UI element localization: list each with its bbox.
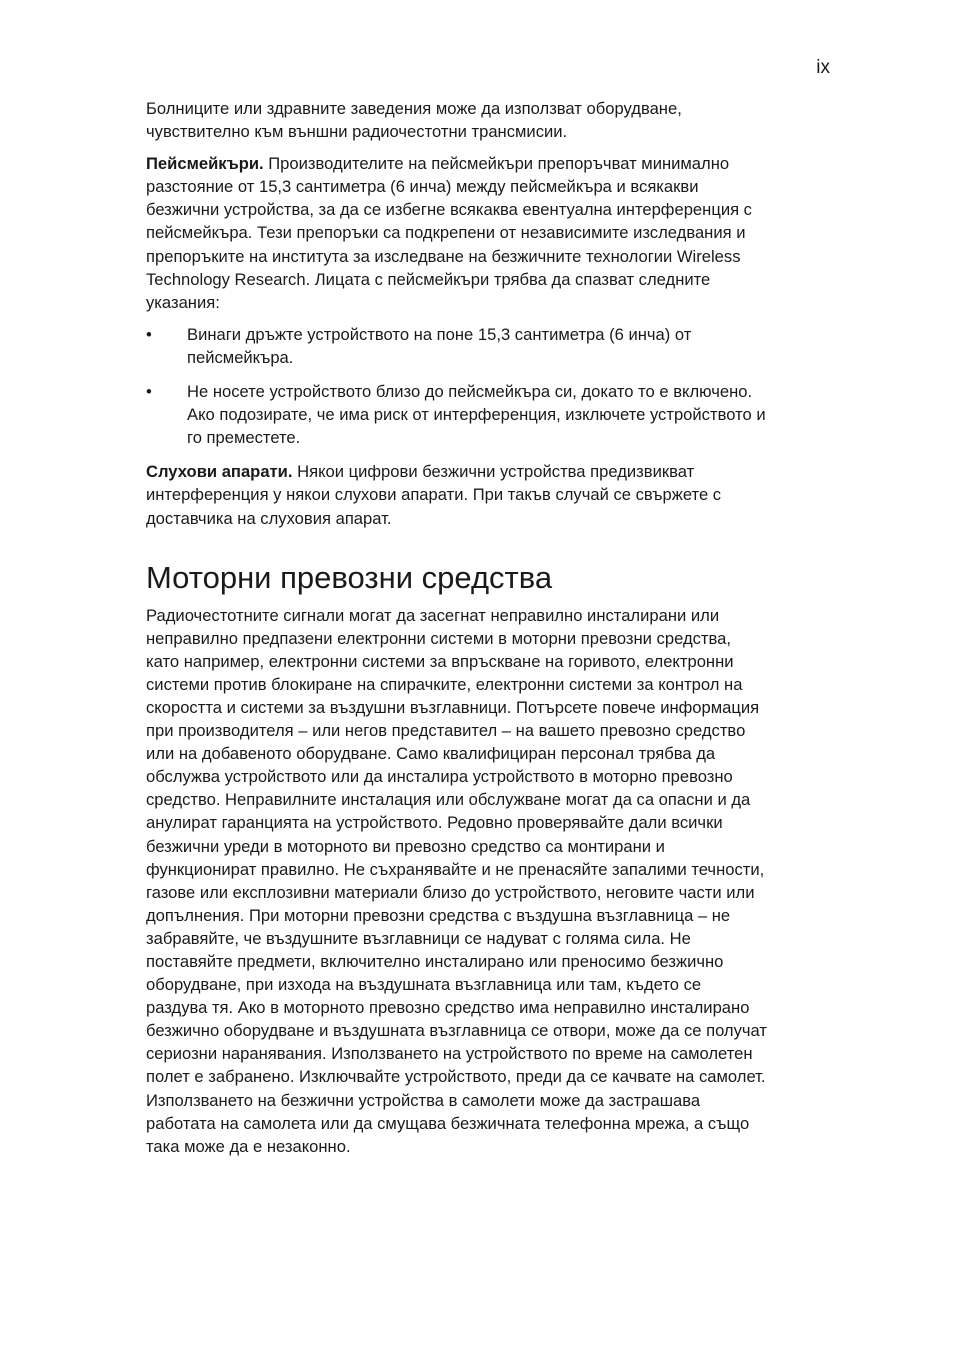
text-line: пейсмейкъра. [187,347,294,367]
list-item [146,323,836,369]
text-line: раздува тя. Ако в моторното превозно средство има неправилно инсталирано [146,998,750,1018]
text-line: работата на самолета или да смущава безжичната телефонна мрежа, а също [146,1113,750,1133]
text-line: чувствително към външни радиочестотни трансмисии. [146,122,568,142]
page-content [146,97,836,1167]
text-line: безжични устройства, за да се избегне всякаква евентуална интерференция с [146,200,752,220]
hearing-aids-lead: Слухови апарати. [146,462,293,482]
list-item [146,380,836,449]
page-number: ix [816,57,830,78]
text-line: при производителя – или негов представител – на вашето превозно средство [146,721,746,741]
text-line: допълнения. При моторни превозни средства с въздушна възглавница – не [146,905,731,925]
text-line: интерференция у някои слухови апарати. При такъв случай се свържете с [146,485,722,505]
text-line: средство. Неправилните инсталация или обслужване могат да са опасни и да [146,790,751,810]
text-line: така може да е незаконно. [146,1136,351,1156]
pacemaker-guidelines-list [146,323,836,449]
text-line: поставяйте предмети, включително инсталирано или преносимо безжично [146,952,724,971]
hearing-aids-paragraph [146,460,836,529]
text-line: забравяйте, че въздушните възглавници се надуват с голяма сила. Не [146,928,691,948]
text-line: го преместете. [187,428,301,448]
text-line: безжични уреди в моторното ви превозно средство са монтирани и [146,836,665,856]
text-line: Използването на безжични устройства в самолети може да застрашава [146,1090,701,1110]
text-line: обслужва устройството или да инсталира устройството в моторно превозно [146,767,733,787]
text-line: или на добавеното оборудване. Само квалифициран персонал трябва да [146,744,716,764]
text-line: системи против блокиране на спирачките, електронни системи за контрол на [146,674,743,694]
hearing-aids-first-line: Някои цифрови безжични устройства предизвикват [292,462,695,482]
intro-paragraph [146,97,836,143]
vehicles-paragraph [146,604,836,1158]
text-line [146,152,836,175]
section-heading: Моторни превозни средства [146,559,553,595]
text-line: Не носете устройството близо до пейсмейкъра си, докато то е включено. [187,382,753,402]
text-line: газове или експлозивни материали близо до устройството, неговите части или [146,882,755,902]
text-line: полет е забранено. Изключвайте устройството, преди да се качвате на самолет. [146,1067,766,1087]
text-line: Technology Research. Лицата с пейсмейкъри трябва да спазват следните [146,269,711,289]
bullet-icon: • [146,382,152,402]
text-line: Ако подозирате, че има риск от интерференция, изключете устройството и [187,405,766,425]
pacemakers-paragraph [146,152,836,314]
pacemakers-first-line: Производителите на пейсмейкъри препоръчват минимално [263,154,730,174]
text-line: като например, електронни системи за впръскване на горивото, електронни [146,651,734,671]
pacemakers-lead: Пейсмейкъри. [146,154,264,174]
text-line: анулират гаранцията на устройството. Редовно проверявайте дали всички [146,813,723,833]
text-line: неправилно предпазени електронни системи в моторни превозни средства, [146,628,731,648]
text-line: скоростта и системи за въздушни възглавници. Потърсете повече информация [146,697,760,717]
text-line: Винаги дръжте устройството на поне 15,3 сантиметра (6 инча) от [187,324,692,344]
text-line: указания: [146,292,220,312]
text-line: функционират правилно. Не съхранявайте и не пренасяйте запалими течности, [146,859,765,879]
text-line [146,460,836,483]
text-line: препоръките на института за изследване на безжичните технологии Wireless [146,246,741,266]
text-line: безжично оборудване и въздушната възглавница се отвори, може да се получат [146,1021,768,1041]
bullet-icon: • [146,324,152,344]
text-line: доставчика на слуховия апарат. [146,508,392,528]
text-line: сериозни наранявания. Използването на устройството по време на самолетен [146,1044,753,1064]
text-line: оборудване, при изхода на въздушната възглавница или там, където се [146,975,702,995]
text-line: Радиочестотните сигнали могат да засегнат неправилно инсталирани или [146,605,720,625]
text-line: пейсмейкъра. Тези препоръки са подкрепени от независимите изследвания и [146,223,746,243]
text-line: Болниците или здравните заведения може да използват оборудване, [146,99,682,118]
text-line: разстояние от 15,3 сантиметра (6 инча) между пейсмейкъра и всякакви [146,177,699,197]
